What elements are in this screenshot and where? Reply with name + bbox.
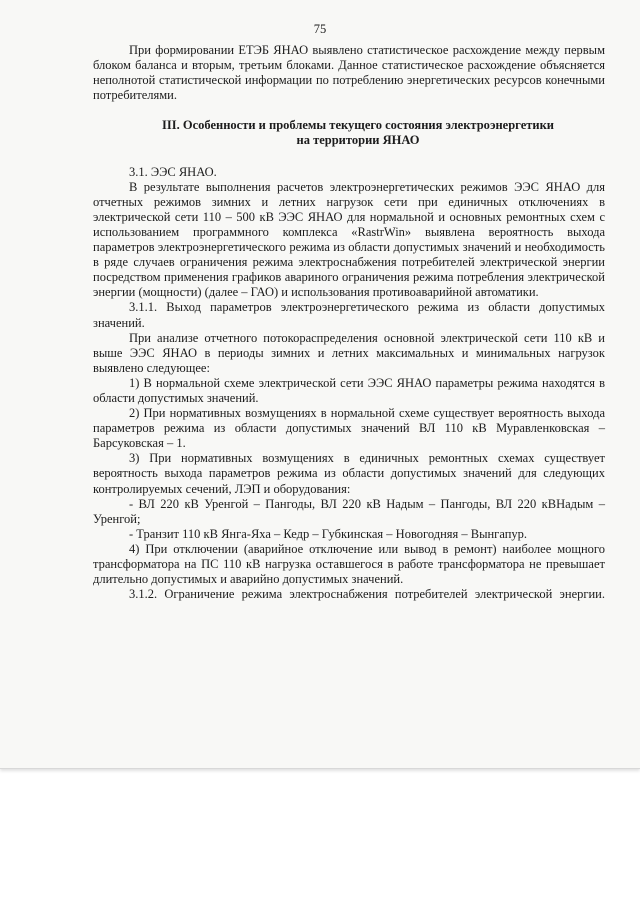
- subsection-3-1-1-heading: 3.1.1. Выход параметров электроэнергетического режима из области допустимых значений.: [93, 300, 605, 330]
- list-item-3: 3) При нормативных возмущениях в единичных ремонтных схемах существует вероятность выхода параметров режима из области допустимых значений для следующих контролируемых сечений, ЛЭП и оборудования:: [93, 451, 605, 496]
- section-title: [93, 118, 605, 148]
- dash-item-2: - Транзит 110 кВ Янга-Яха – Кедр – Губкинская – Новогодняя – Вынгапур.: [129, 526, 528, 541]
- list-item-2: 2) При нормативных возмущениях в нормальной схеме существует вероятность выхода параметров режима из области допустимых значений ВЛ 110 кВ Муравленковская – Барсуковская – 1.: [93, 406, 605, 451]
- subsection-3-1-body: В результате выполнения расчетов электроэнергетических режимов ЭЭС ЯНАО для отчетных режимов зимних и летних нагрузок сети при единичных отключениях в электрической сети 110 – 500 кВ ЭЭС ЯНАО для нормальной и основных ремонтных схем с использованием программного комплекса «RastrWin» выявлена вероятность выхода параметров электроэнергетического режима из области допустимых значений и необходимость в ряде случаев ограничения режима электроснабжения потребителей электрической энергии посредством применения графиков авариного ограничения режима потребления электрической энергии (мощности) (далее – ГАО) и использования противоаварийной автоматики.: [93, 179, 605, 300]
- intro-paragraph: При формировании ЕТЭБ ЯНАО выявлено статистическое расхождение между первым блоком баланса и вторым, третьим блоками. Данное статистическое расхождение объясняется неполнотой статистической информации по потреблению энергетических ресурсов конечными потребителями.: [93, 43, 605, 103]
- list-item-4: 4) При отключении (аварийное отключение или вывод в ремонт) наиболее мощного трансформатора на ПС 110 кВ нагрузка оставшегося в работе трансформатора не превышает длительно допустимых и аварийно допустимых значений.: [93, 541, 605, 587]
- list-item-1: 1) В нормальной схеме электрической сети ЭЭС ЯНАО параметры режима находятся в области допустимых значений.: [93, 375, 605, 405]
- dash-item-1: - ВЛ 220 кВ Уренгой – Пангоды, ВЛ 220 кВ Надым – Пангоды, ВЛ 220 кВНадым – Уренгой;: [93, 496, 605, 526]
- analysis-paragraph: При анализе отчетного потокораспределения основной электрической сети 110 кВ и выше ЭЭС ЯНАО в периоды зимних и летних максимальных и минимальных нагрузок выявлено следующее:: [93, 330, 605, 375]
- subsection-3-1-heading: 3.1. ЭЭС ЯНАО.: [129, 164, 217, 179]
- section-title-line-1: III. Особенности и проблемы текущего состояния электроэнергетики: [162, 118, 554, 133]
- page-number: 75: [313, 22, 327, 36]
- section-title-line-2: на территории ЯНАО: [296, 133, 420, 148]
- document-body: [93, 43, 605, 602]
- subsection-3-1-2-heading: 3.1.2. Ограничение режима электроснабжения потребителей электрической энергии.: [129, 587, 605, 602]
